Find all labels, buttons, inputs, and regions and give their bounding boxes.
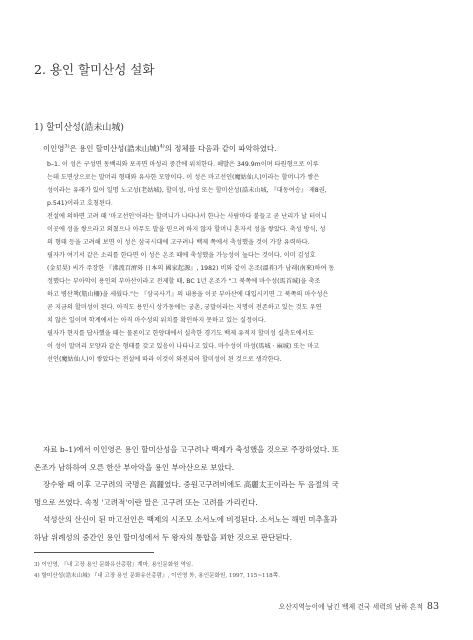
intro-lead: 이인영 — [43, 144, 65, 153]
quote-line: 이 성이 말머리 모양과 같은 형태를 갖고 있음이 나타나고 있다. 마수성이 마성(馬城 · 麻城) 또는 마고 — [47, 343, 320, 350]
page-number: 83 — [426, 601, 439, 612]
body-line: 온조가 남하하여 오른 한산 부아악을 용인 부아산으로 보았다. — [34, 462, 235, 472]
footnote-ref-4[interactable]: 4) — [159, 143, 165, 150]
quote-line: 치 않은 일이며 학계에서는 아직 마수성의 위치를 확인하지 못하고 있는 실정이다. — [47, 317, 266, 324]
footnotes — [34, 560, 438, 582]
quoted-source-block — [47, 158, 439, 366]
body-line: 석성산의 산신이 된 마고선인은 백제의 시조모 소서노에 비정된다. 소서노는 해빈 미추홀과 — [43, 515, 338, 524]
intro-tail: 의 정체를 다음과 같이 파악하였다. — [164, 144, 277, 153]
quote-line: 의 형태 등을 고려해 보면 이 성은 삼국시대에 고구려나 백제 쪽에서 축성했을 것이 가장 유력하다. — [47, 239, 310, 246]
body-line: 자료 b–1)에서 이인영은 용인 할미산성을 고구려나 백제가 축성했을 것으로 주장하였다. 또 — [43, 445, 340, 454]
quote-line: (金星昊) 씨가 주장한 『沸流百濟와 日本의 國家起源』, 1982) 비와 같이 온조(溫祚)가 남래(南來)하여 동 — [47, 265, 335, 272]
intro-paragraph — [34, 143, 438, 154]
section-title: 2. 용인 할미산성 설화 — [34, 62, 155, 77]
footnote-divider — [34, 552, 154, 553]
quote-line: 곧 지금의 할미성이 된다. 아직도 용인시 상가동에는 궁촌, 궁말이라는 지명이 전존하고 있는 것도 우연 — [47, 304, 322, 311]
quote-line: 정했다는 부아악이 용인의 부아산이라고 전제할 때, BC 1년 온조가 "그 북쪽에 마수성(馬首城)을 축조 — [47, 278, 321, 285]
body-line: 장수왕 때 이후 고구려의 국명은 高麗였다. 중원고구려비에도 高麗太王이라는 두 음절의 국 — [43, 480, 339, 489]
quote-line: 하고 병산책(甁山柵)을 세웠다."는 『삼국사기』의 내용을 이곳 부아산에 대입시키면 그 북쪽의 마수성은 — [47, 291, 329, 298]
quote-line: 필자가 여기서 같은 소리를 한다면 이 성은 온조 때에 축성했을 가능성이 높다는 것이다. 이미 김성호 — [47, 252, 316, 259]
body-line: 하남 위례성의 중간인 용인 할미성에서 두 왕자의 통합을 꾀한 것으로 판단된다. — [34, 532, 293, 542]
body-text — [34, 441, 442, 546]
running-footer — [279, 601, 439, 613]
quote-line: 성이라는 유래가 있어 일명 노고성(老姑城), 할미성, 마성 또는 할미산성(誥未山城, 『대동여승』 제8권, — [47, 187, 327, 194]
quote-line: 이곳에 성을 쌓으라고 외쳤으나 아무도 말을 믿으려 하지 않자 할머니 혼자서 성을 쌓았다. 축성 방식, 성 — [47, 226, 326, 233]
quote-line: 전설에 의하면 고려 때 '마고선인'이라는 할머니가 나타나서 한나는 사람마다 붙들고 곧 난리가 날 터이니 — [47, 213, 328, 220]
quote-line: 필자가 현지를 답사했을 때는 물론이고 한양대에서 실측한 경기도 백제 유적지 할미성 실측도에서도 — [47, 330, 314, 337]
quote-line: p.541)이라고 호칭된다. — [47, 200, 113, 207]
intro-mid: 은 용인 할미산성(誥未山城) — [69, 144, 160, 153]
quote-line: 선인(魔姑仙人)이 쌓았다는 전설에 따라 이것이 와전되어 할미성이 된 것으로 생각한다. — [47, 356, 282, 363]
body-line: 명으로 쓰였다. 속칭 '고려적'이란 말은 고구려 또는 고려를 가리킨다. — [34, 497, 258, 507]
footnote-4: 4) 할미산성(誥未山城) 『내 고장 용인 문화유산총람』, 이인영 外, 용인문화원, 1997, 115~118쪽. — [34, 573, 280, 579]
running-title: 오산지역능이에 남긴 백제 건국 세력의 남하 흔적 — [278, 603, 423, 611]
footnote-ref-3[interactable]: 3) — [64, 143, 70, 150]
footnote-3: 3) 이인영, 『내 고장 용인 문화유산총람』계마, 용인문화원 역임. — [34, 562, 193, 568]
quote-line: b–1. 이 성은 구성면 동백리와 포곡면 마성리 중간에 위치한다. 해발은 349.9m이며 타원형으로 이루 — [47, 161, 319, 168]
subsection-title: 1) 할미산성(誥未山城) — [34, 123, 124, 133]
quote-line: 는데 도면상으로는 말머리 형태와 유사한 모양이다. 이 성은 마고선인(魔姑仙人)이라는 할머니가 쌓은 — [47, 174, 320, 181]
